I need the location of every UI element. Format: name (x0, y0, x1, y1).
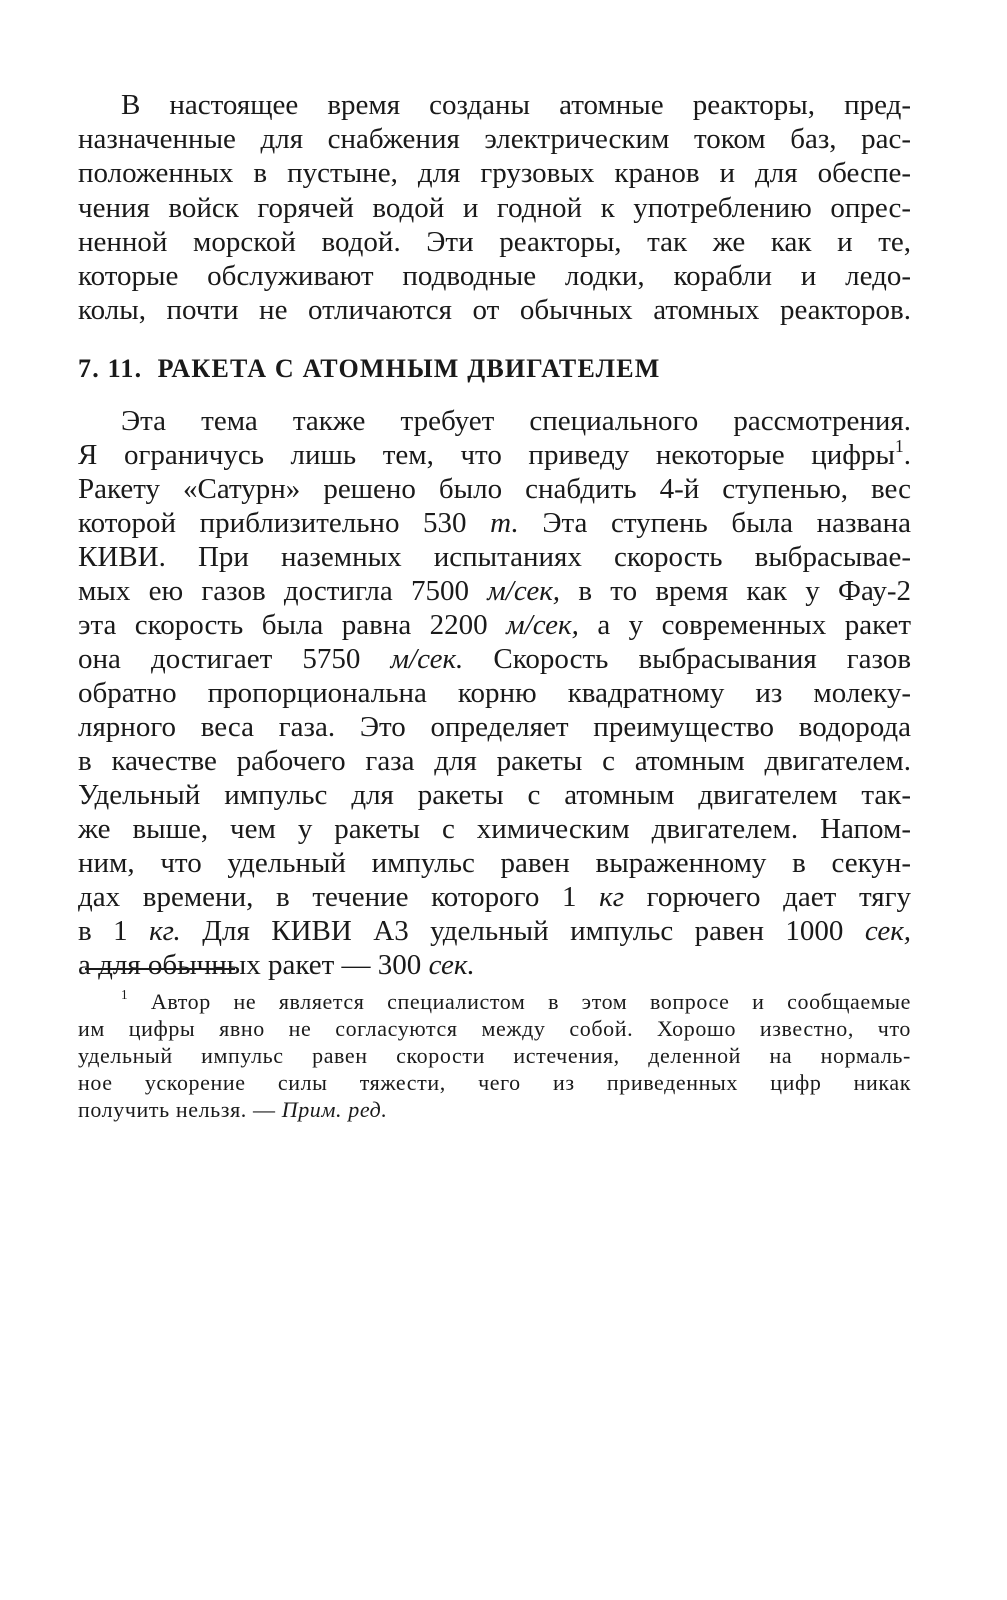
text-line: мых ею газов достигла 7500 м/сек, в то время как у Фау-2 (78, 575, 912, 607)
text-line: колы, почти не отличаются от обычных атомных реакторов. (78, 294, 911, 326)
text-line: назначенные для снабжения электрическим током баз, рас- (78, 123, 911, 155)
text-line: дах времени, в течение которого 1 кг горючего дает тягу (78, 881, 911, 913)
footnote-line: $^1$ Автор не является специалистом в этом вопросе и сообщаемые (121, 987, 911, 1014)
text-line: КИВИ. При наземных испытаниях скорость выбрасывае- (78, 541, 911, 573)
text-line: Эта тема также требует специального рассмотрения. (121, 405, 911, 437)
text-line: Ракету «Сатурн» решено было снабдить 4-й ступенью, вес (78, 473, 911, 505)
text-line: а для обычных ракет — 300 сек. (78, 949, 475, 981)
text-line: Удельный импульс для ракеты с атомным двигателем так- (78, 779, 911, 811)
text-line: положенных в пустыне, для грузовых кранов и для обеспе- (78, 157, 911, 189)
section-title: РАКЕТА С АТОМНЫМ ДВИГАТЕЛЕМ (157, 354, 661, 383)
footnote-mark: 1 (121, 987, 129, 1003)
section-heading (78, 354, 661, 384)
footnote-line: ное ускорение силы тяжести, чего из приведенных цифр никак (78, 1070, 911, 1095)
text-line: Я ограничусь лишь тем, что приведу некоторые цифры$^1$. (78, 435, 911, 471)
text-line: которой приблизительно 530 т. Эта ступень была названа (78, 507, 911, 539)
footnote-line: получить нельзя. — Прим. ред. (78, 1097, 388, 1122)
footnote-line: им цифры явно не согласуются между собой. Хорошо известно, что (78, 1016, 911, 1041)
footnote-marker[interactable]: 1 (895, 435, 904, 456)
text-line: эта скорость была равна 2200 м/сек, а у современных ракет (78, 609, 912, 641)
text-line: лярного веса газа. Это определяет преимущество водорода (78, 711, 911, 743)
text-line: в 1 кг. Для КИВИ А3 удельный импульс равен 1000 сек, (78, 915, 912, 947)
footnote-line: удельный импульс равен скорости истечения, деленной на нормаль- (78, 1043, 911, 1068)
text-line: она достигает 5750 м/сек. Скорость выбрасывания газов (78, 643, 912, 675)
text-line: в качестве рабочего газа для ракеты с атомным двигателем. (78, 745, 911, 777)
text-line: В настоящее время созданы атомные реакторы, пред- (121, 89, 911, 121)
editor-note: Прим. ред. (281, 1097, 388, 1122)
text-line: ненной морской водой. Эти реакторы, так же как и те, (78, 226, 911, 258)
text-line: ним, что удельный импульс равен выраженному в секун- (78, 847, 911, 879)
section-number: 7. 11. (78, 354, 143, 383)
text-line: обратно пропорциональна корню квадратному из молеку- (78, 677, 911, 709)
text-line: чения войск горячей водой и годной к употреблению опрес- (78, 192, 911, 224)
text-line: же выше, чем у ракеты с химическим двигателем. Напом- (78, 813, 911, 845)
text-line: которые обслуживают подводные лодки, корабли и ледо- (78, 260, 911, 292)
footnote-rule (85, 968, 235, 970)
